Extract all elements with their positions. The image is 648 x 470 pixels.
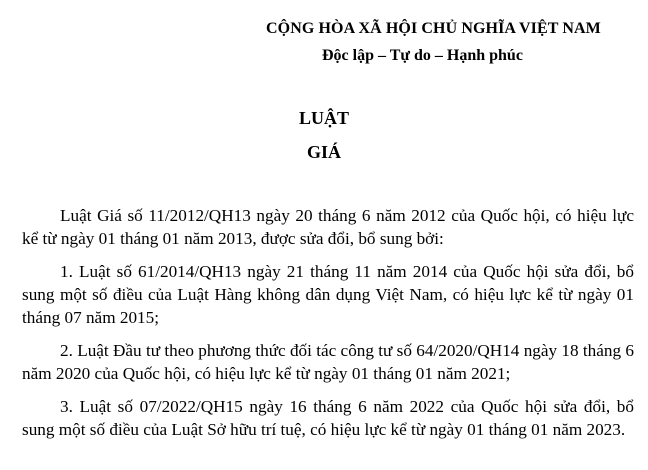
- national-motto: Độc lập – Tự do – Hạnh phúc: [322, 47, 523, 64]
- document-type-title: LUẬT: [298, 108, 349, 128]
- document-body: [22, 204, 634, 451]
- amendment-item-2: 2. Luật Đầu tư theo phương thức đối tác công tư số 64/2020/QH14 ngày 18 tháng 6 năm 2020 của Quốc hội, có hiệu lực kể từ ngày 01 tháng 01 năm 2021;: [22, 341, 634, 383]
- amendment-item-3: 3. Luật số 07/2022/QH15 ngày 16 tháng 6 năm 2022 của Quốc hội sửa đổi, bổ sung một số điều của Luật Sở hữu trí tuệ, có hiệu lực kể từ ngày 01 tháng 01 năm 2023.: [22, 397, 634, 439]
- national-title: CỘNG HÒA XÃ HỘI CHỦ NGHĨA VIỆT NAM: [266, 20, 601, 37]
- intro-paragraph: Luật Giá số 11/2012/QH13 ngày 20 tháng 6 năm 2012 của Quốc hội, có hiệu lực kể từ ngày 01 tháng 01 năm 2013, được sửa đổi, bổ sung bởi:: [22, 206, 634, 248]
- amendment-item-1: 1. Luật số 61/2014/QH13 ngày 21 tháng 11 năm 2014 của Quốc hội sửa đổi, bổ sung một số điều của Luật Hàng không dân dụng Việt Nam, có hiệu lực kể từ ngày 01 tháng 07 năm 2015;: [22, 262, 634, 327]
- document-name-title: GIÁ: [306, 142, 341, 162]
